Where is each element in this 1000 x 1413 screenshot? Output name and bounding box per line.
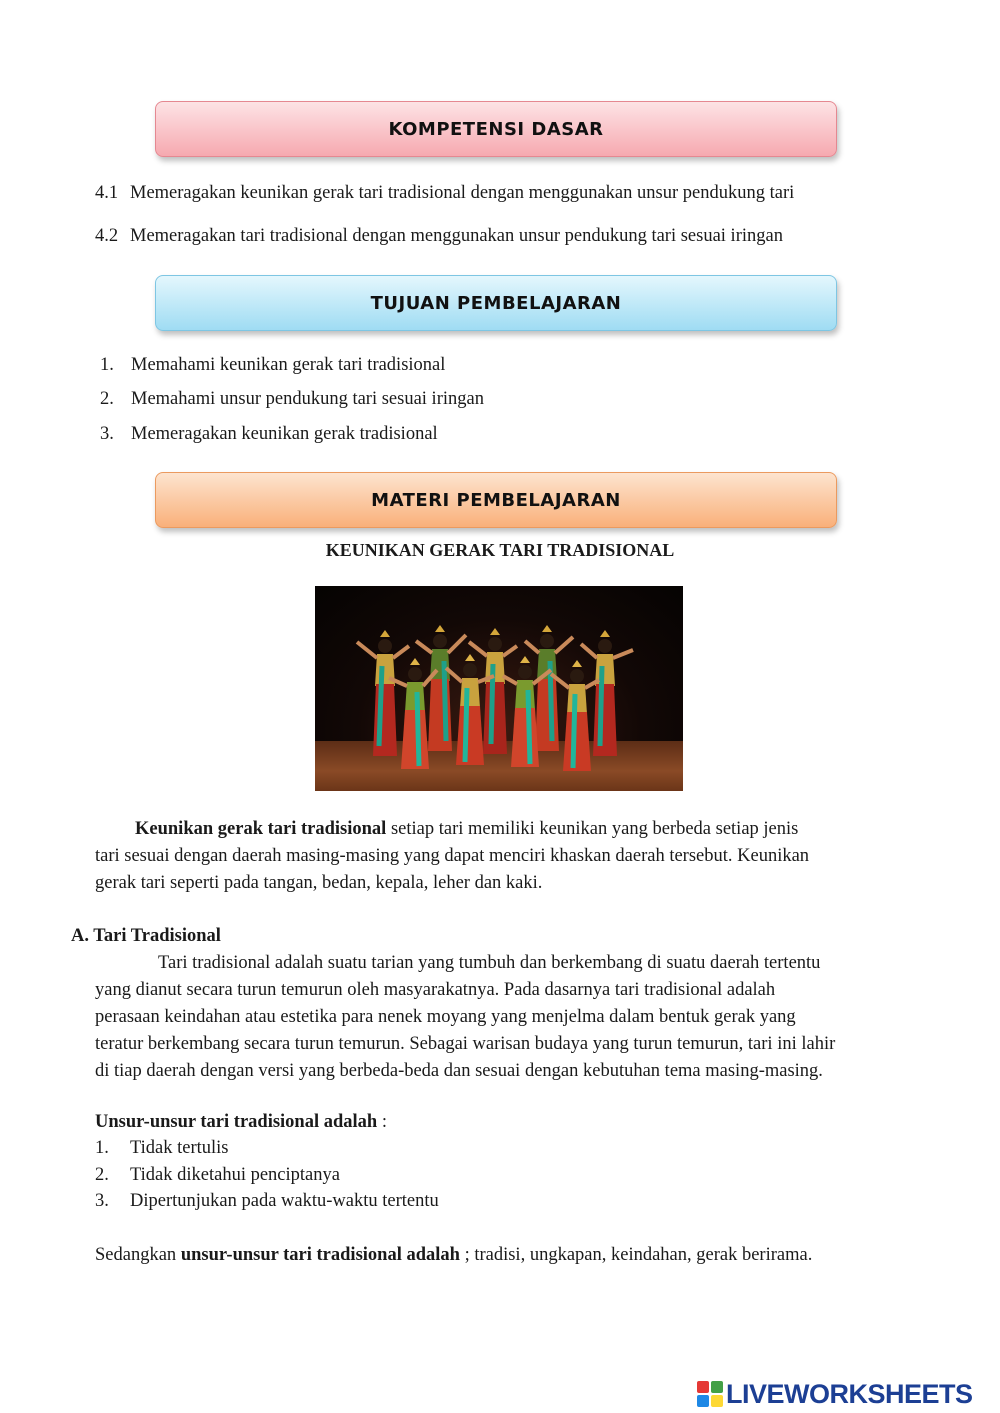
unsur-item: 3. Dipertunjukan pada waktu-waktu tertentu [95, 1191, 439, 1211]
closing-sentence: Sedangkan unsur-unsur tari tradisional adalah ; tradisi, ungkapan, keindahan, gerak berirama. [95, 1245, 813, 1265]
materi-pembelajaran-title: MATERI PEMBELAJARAN [371, 489, 621, 511]
kompetensi-item: 4.1 Memeragakan keunikan gerak tari tradisional dengan menggunakan unsur pendukung tari [95, 183, 795, 203]
dancers-illustration [315, 586, 683, 791]
kompetensi-item: 4.2 Memeragakan tari tradisional dengan menggunakan unsur pendukung tari sesuai iringan [95, 226, 783, 246]
section-a-paragraph: Tari tradisional adalah suatu tarian yang tumbuh dan berkembang di suatu daerah tertentu yang dianut secara turun temurun oleh masyarakatnya. Pada dasarnya tari tradisional adalah perasaan keindahan atau estetika para nenek moyang yang menjelma dalam bentuk gerak yang teratur berkembang secara turun temurun. Sebagai warisan budaya yang turun temurun, tari ini lahir di tiap daerah dengan versi yang berbeda-beda dan sesuai dengan kebutuhan tema masing-masing. [95, 953, 836, 1081]
unsur-heading: Unsur-unsur tari tradisional adalah : [95, 1112, 387, 1132]
tujuan-item: 2. Memahami unsur pendukung tari sesuai iringan [100, 389, 484, 409]
materi-pembelajaran-banner [155, 472, 837, 528]
logo-square [711, 1381, 723, 1393]
tujuan-item: 3. Memeragakan keunikan gerak tradisional [100, 424, 438, 444]
traditional-dance-photo [315, 586, 683, 791]
tujuan-pembelajaran-banner [155, 275, 837, 331]
section-a-heading: A. Tari Tradisional [71, 926, 221, 946]
materi-intro-paragraph: Keunikan gerak tari tradisional setiap tari memiliki keunikan yang berbeda setiap jenis tari sesuai dengan daerah masing-masing yang dapat menciri khaskan daerah tersebut. Keunikan gerak tari seperti pada tangan, bedan, kepala, leher dan kaki. [95, 819, 810, 893]
materi-subtitle: KEUNIKAN GERAK TARI TRADISIONAL [325, 540, 675, 560]
kompetensi-dasar-banner [155, 101, 837, 157]
logo-square [711, 1395, 723, 1407]
liveworksheets-logo[interactable] [697, 1378, 973, 1410]
liveworksheets-logo-text: LIVEWORKSHEETS [726, 1378, 973, 1409]
logo-square [697, 1381, 709, 1393]
dancer-figures [357, 625, 633, 771]
logo-square [697, 1395, 709, 1407]
intro-bold-term: Keunikan gerak tari tradisional [135, 819, 387, 839]
tujuan-item: 1. Memahami keunikan gerak tari tradisional [100, 355, 446, 375]
unsur-item: 1. Tidak tertulis [95, 1138, 229, 1158]
unsur-item: 2. Tidak diketahui penciptanya [95, 1165, 340, 1185]
liveworksheets-logo-icon [697, 1381, 723, 1407]
tujuan-pembelajaran-title: TUJUAN PEMBELAJARAN [370, 292, 622, 314]
kompetensi-dasar-title: KOMPETENSI DASAR [388, 118, 604, 140]
